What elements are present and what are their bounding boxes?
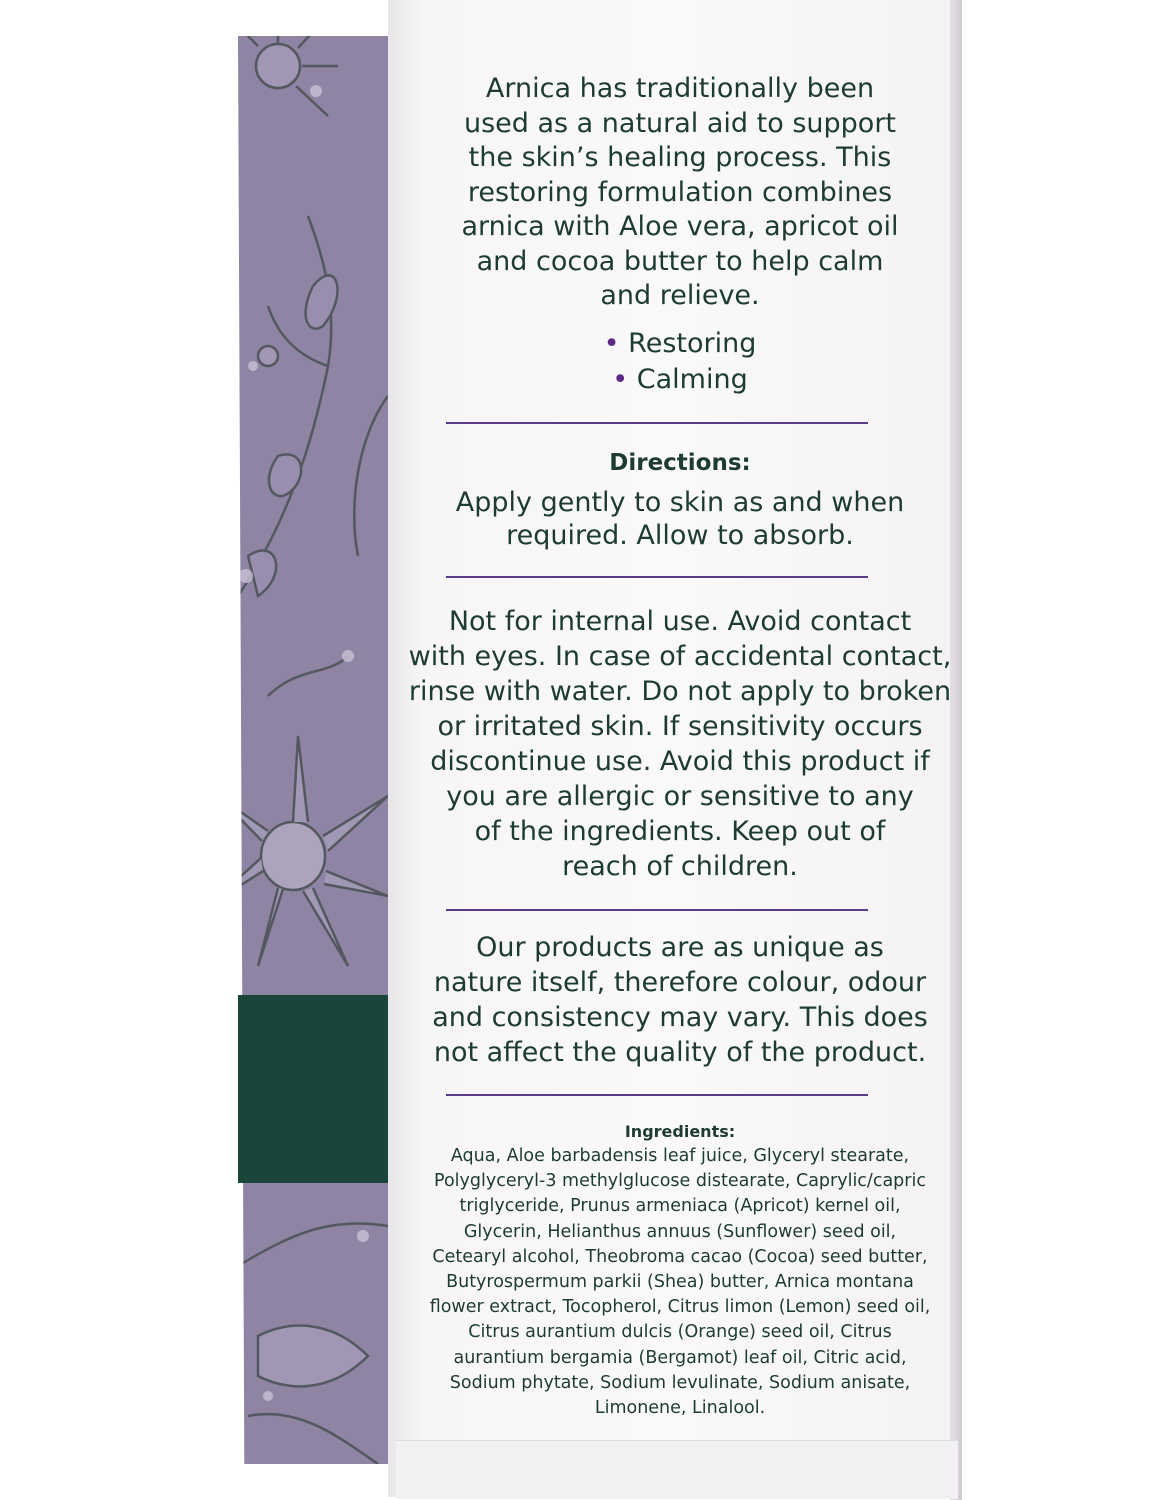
bullet-icon: • [612, 364, 629, 395]
benefit-item [400, 326, 960, 362]
ingredients-line: Glycerin, Helianthus annuus (Sunflower) seed oil, [463, 1221, 897, 1242]
ingredients-line: Butyrospermum parkii (Shea) butter, Arnica montana [446, 1272, 914, 1293]
ingredients-line: Citrus aurantium dulcis (Orange) seed oil, Citrus [468, 1322, 892, 1343]
box-side-panel [238, 36, 396, 1464]
floral-pattern [238, 36, 396, 1464]
intro-line: and cocoa butter to help calm [476, 245, 884, 277]
divider [446, 422, 868, 424]
green-band [238, 995, 396, 1183]
note-line: and consistency may vary. This does [432, 1002, 928, 1033]
box-bottom-flap [396, 1440, 958, 1499]
warning-line: with eyes. In case of accidental contact, [408, 641, 952, 672]
intro-line: and relieve. [600, 280, 760, 311]
intro-line: the skin’s healing process. This [468, 142, 892, 173]
benefit-item [400, 362, 960, 398]
intro-line: Arnica has traditionally been [485, 73, 875, 104]
directions-line: Apply gently to skin as and when [455, 487, 905, 518]
intro-line: restoring formulation combines [467, 176, 893, 208]
intro-paragraph [400, 72, 960, 314]
warning-line: rinse with water. Do not apply to broken [408, 676, 952, 707]
bullet-icon: • [603, 328, 620, 359]
benefit-list [400, 326, 960, 398]
warnings-text [400, 604, 960, 884]
warning-line: you are allergic or sensitive to any [446, 781, 914, 812]
intro-line: arnica with Aloe vera, apricot oil [461, 211, 899, 242]
ingredients-line: aurantium bergamia (Bergamot) leaf oil, Citric acid, [453, 1347, 907, 1368]
ingredients-line: Limonene, Linalool. [594, 1398, 766, 1419]
ingredients-line: Polyglyceryl-3 methylglucose distearate, Caprylic/capric [434, 1171, 926, 1192]
ingredients-heading: Ingredients: [624, 1122, 736, 1141]
warning-line: reach of children. [562, 851, 798, 882]
directions-line: required. Allow to absorb. [506, 520, 854, 551]
warning-line: or irritated skin. If sensitivity occurs [437, 711, 923, 742]
divider [446, 1094, 868, 1096]
ingredients-line: Aqua, Aloe barbadensis leaf juice, Glyceryl stearate, [450, 1146, 910, 1166]
ingredients-list [400, 1144, 960, 1421]
ingredients-line: triglyceride, Prunus armeniaca (Apricot) kernel oil, [459, 1196, 901, 1217]
divider [446, 909, 868, 911]
benefit-label: Restoring [628, 328, 757, 359]
directions-text [400, 486, 960, 552]
ingredients-line: Sodium phytate, Sodium levulinate, Sodium anisate, [449, 1372, 911, 1393]
benefit-label: Calming [636, 364, 748, 395]
divider [446, 576, 868, 578]
intro-line: used as a natural aid to support [463, 107, 897, 139]
warning-line: discontinue use. Avoid this product if [430, 746, 930, 777]
directions-heading: Directions: [609, 450, 751, 476]
note-line: not affect the quality of the product. [433, 1037, 927, 1068]
warning-line: Not for internal use. Avoid contact [448, 606, 912, 637]
note-line: nature itself, therefore colour, odour [433, 967, 927, 998]
note-line: Our products are as unique as [476, 932, 884, 963]
ingredients-line: flower extract, Tocopherol, Citrus limon (Lemon) seed oil, [429, 1297, 931, 1318]
warning-line: of the ingredients. Keep out of [474, 816, 886, 847]
product-note [400, 930, 960, 1070]
ingredients-line: Cetearyl alcohol, Theobroma cacao (Cocoa) seed butter, [432, 1246, 928, 1267]
